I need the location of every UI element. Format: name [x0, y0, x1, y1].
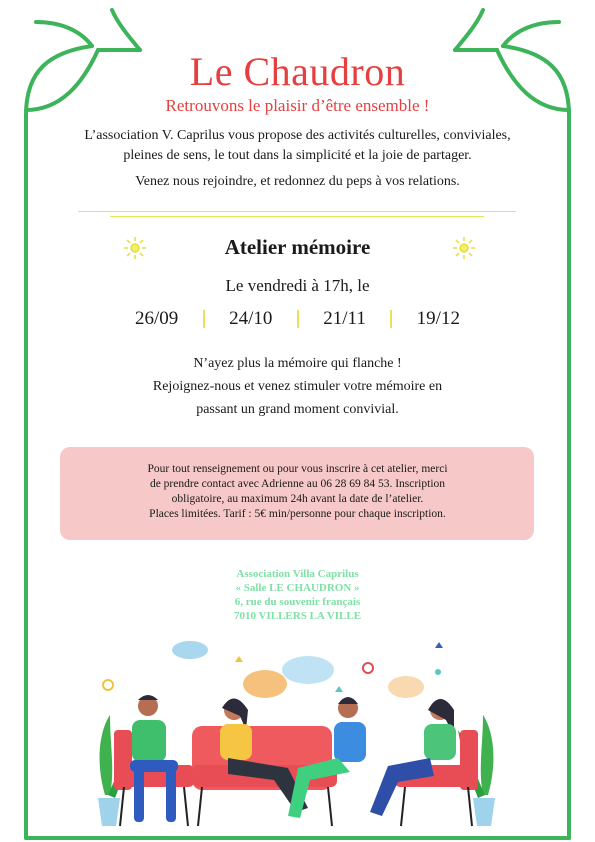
address-line: Association Villa Caprilus [236, 568, 359, 580]
conversation-illustration [80, 630, 520, 830]
page-title: Le Chaudron [189, 49, 406, 94]
info-text [110, 462, 485, 522]
pitch-line: N’ayez plus la mémoire qui flanche ! [193, 356, 402, 371]
divider [110, 216, 484, 217]
intro-line: Venez nous rejoindre, et redonnez du peps à vos relations. [135, 174, 460, 189]
address-line: 6, rue du souvenir français [234, 596, 361, 608]
info-line: Pour tout renseignement ou pour vous inscrire à cet atelier, merci [147, 463, 448, 475]
speech-bubble-icon [243, 670, 287, 698]
address-line: « Salle LE CHAUDRON » [235, 582, 360, 594]
pitch-paragraph [80, 352, 515, 421]
date-separator [297, 310, 299, 328]
intro-line: pleines de sens, le tout dans la simplicité et la joie de partager. [123, 148, 472, 163]
speech-bubble-icon [388, 676, 424, 698]
info-line: Places limitées. Tarif : 5€ min/personne pour chaque inscription. [149, 508, 446, 520]
address-block [0, 567, 595, 623]
event-date: 21/11 [323, 308, 366, 329]
event-date: 24/10 [229, 308, 273, 329]
divider [78, 211, 516, 212]
event-title: Atelier mémoire [224, 235, 371, 259]
pitch-line: passant un grand moment convivial. [196, 402, 399, 417]
event-schedule: Le vendredi à 17h, le [225, 276, 370, 295]
date-separator [203, 310, 205, 328]
event-dates [135, 306, 460, 332]
speech-bubble-icon [282, 656, 334, 684]
speech-bubble-icon [172, 641, 208, 659]
intro-line: L’association V. Caprilus vous propose des activités culturelles, conviviales, [84, 128, 511, 143]
pitch-line: Rejoignez-nous et venez stimuler votre mémoire en [152, 379, 443, 394]
date-separator [390, 310, 392, 328]
page-subtitle: Retrouvons le plaisir d’être ensemble ! [165, 96, 430, 115]
address-line: 7010 VILLERS LA VILLE [233, 610, 362, 622]
intro-paragraph [50, 126, 545, 192]
info-line: de prendre contact avec Adrienne au 06 28 69 84 53. Inscription [149, 478, 446, 490]
event-date: 26/09 [135, 308, 179, 329]
event-date: 19/12 [416, 308, 460, 329]
info-line: obligatoire, au maximum 24h avant la date de l’atelier. [171, 493, 424, 505]
